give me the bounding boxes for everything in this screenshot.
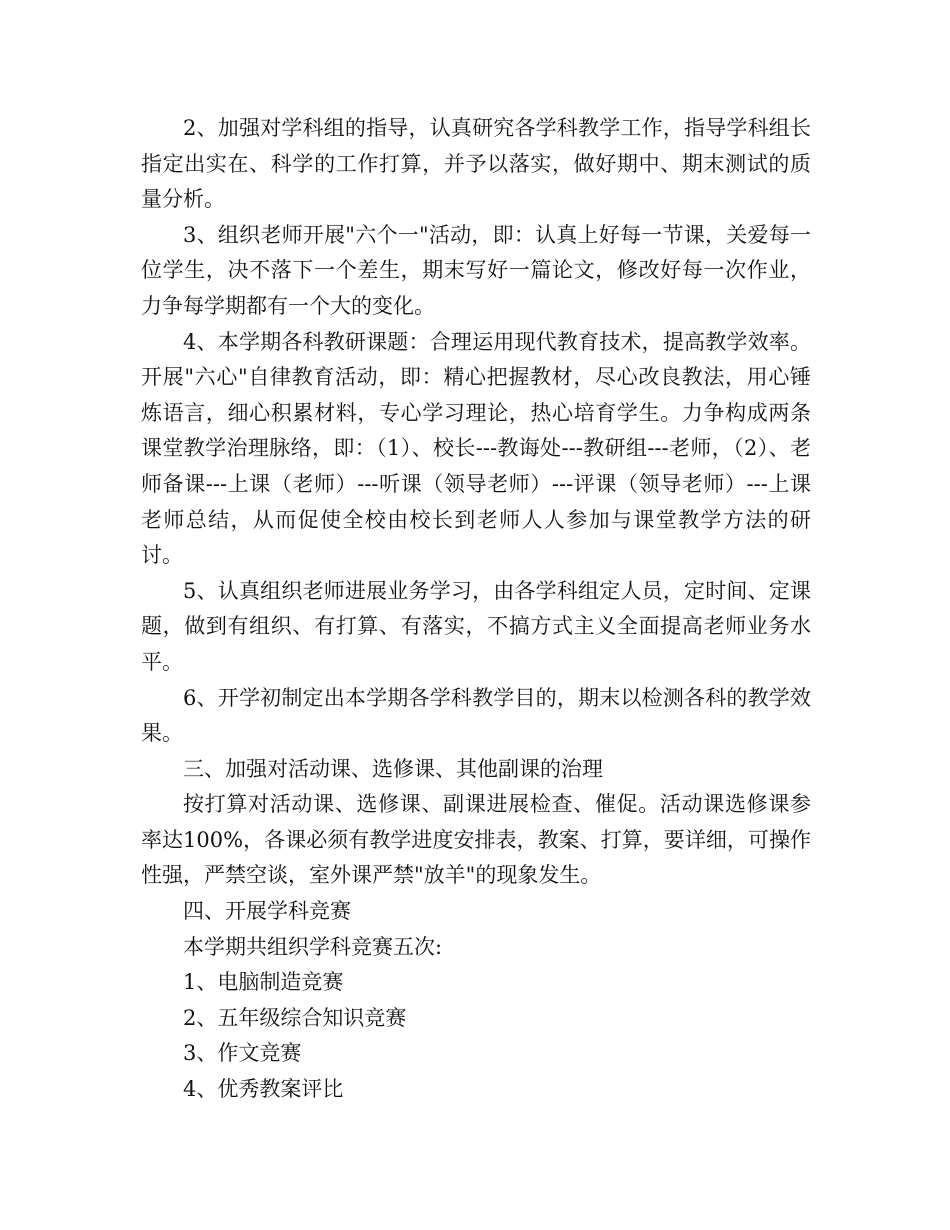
paragraph-item-5: 5、认真组织老师进展业务学习，由各学科组定人员，定时间、定课题，做到有组织、有打算、有落实，不搞方式主义全面提高老师业务水平。	[141, 578, 811, 674]
competition-item-3: 3、作文竞赛	[183, 1041, 302, 1066]
paragraph-item-4: 4、本学期各科教研课题：合理运用现代教育技术，提高教学效率。开展"六心"自律教育活动，即：精心把握教材，尽心改良教法，用心锤炼语言，细心积累材料，专心学习理论，热心培育学生。力争构成两条课堂教学治理脉络，即：（1）、校长---教诲处---教研组---老师，（2）、老师备课---上课（老师）---听课（领导老师）---评课（领导老师）---上课老师总结，从而促使全校由校长到老师人人参加与课堂教学方法的研讨。	[141, 329, 811, 568]
competition-item-4: 4、优秀教案评比	[183, 1077, 344, 1102]
section-heading-4: 四、开展学科竞赛	[183, 899, 351, 924]
competition-item-2: 2、五年级综合知识竞赛	[183, 1005, 407, 1030]
competition-item-1: 1、电脑制造竞赛	[183, 970, 344, 995]
paragraph-item-6: 6、开学初制定出本学期各学科教学目的，期末以检测各科的教学效果。	[141, 685, 811, 746]
document-body	[141, 111, 811, 1108]
competition-intro: 本学期共组织学科竞赛五次:	[183, 934, 443, 959]
section-3-body: 按打算对活动课、选修课、副课进展检查、催促。活动课选修课参率达100%，各课必须有教学进度安排表，教案、打算，要详细，可操作性强，严禁空谈，室外课严禁"放羊"的现象发生。	[141, 792, 811, 888]
paragraph-item-3: 3、组织老师开展"六个一"活动，即：认真上好每一节课，关爱每一位学生，决不落下一个差生，期末写好一篇论文，修改好每一次作业，力争每学期都有一个大的变化。	[141, 222, 811, 318]
section-heading-3: 三、加强对活动课、选修课、其他副课的治理	[183, 756, 603, 781]
paragraph-item-2: 2、加强对学科组的指导，认真研究各学科教学工作，指导学科组长指定出实在、科学的工作打算，并予以落实，做好期中、期末测试的质量分析。	[141, 116, 811, 212]
